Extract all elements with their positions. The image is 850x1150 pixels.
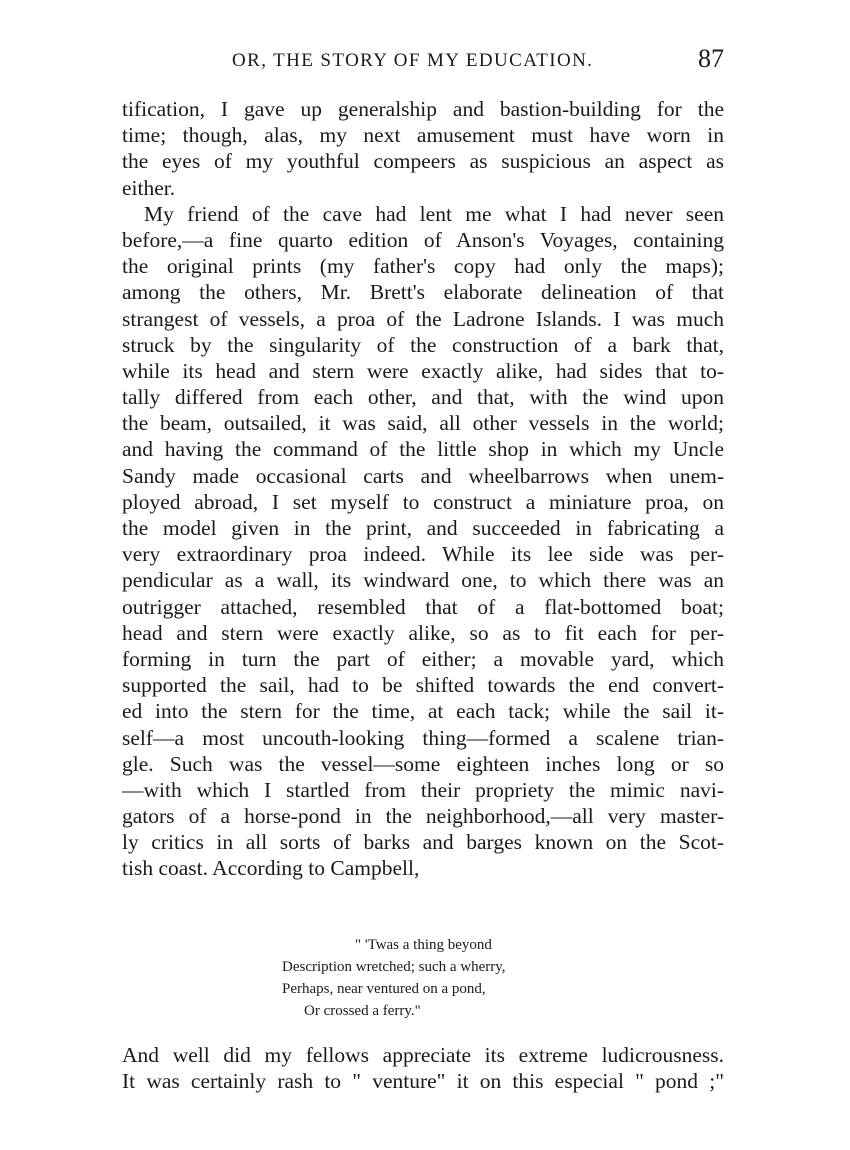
text-line: tification, I gave up generalship and bastion-building for the: [122, 97, 724, 121]
text-line: among the others, Mr. Brett's elaborate delineation of that: [122, 280, 724, 305]
text-line: very extraordinary proa indeed. While its lee side was per-: [122, 542, 724, 567]
text-line: the model given in the print, and succeeded in fabricating a: [122, 516, 724, 540]
text-line: tally differed from each other, and that, with the wind upon: [122, 385, 724, 410]
verse-line: Perhaps, near ventured on a pond,: [282, 981, 486, 997]
text-line: It was certainly rash to " venture" it on this especial " pond ;": [122, 1069, 724, 1094]
page-number: 87: [698, 44, 724, 73]
running-title: OR, THE STORY OF MY EDUCATION.: [232, 50, 594, 71]
text-line: before,—a fine quarto edition of Anson's Voyages, containing: [122, 227, 724, 252]
text-line: head and stern were exactly alike, so as to fit each for per-: [122, 620, 724, 645]
text-line: tish coast. According to Campbell,: [122, 856, 420, 881]
text-line: ly critics in all sorts of barks and barges known on the Scot-: [122, 830, 724, 855]
text-line: ployed abroad, I set myself to construct a miniature proa, on: [122, 489, 724, 514]
text-line: My friend of the cave had lent me what I had never seen: [144, 201, 724, 226]
text-line: the eyes of my youthful compeers as suspicious an aspect as: [122, 149, 724, 174]
text-line: strangest of vessels, a proa of the Ladrone Islands. I was much: [122, 306, 724, 331]
text-line: pendicular as a wall, its windward one, to which there was an: [122, 568, 724, 593]
text-line: forming in turn the part of either; a movable yard, which: [122, 646, 724, 671]
text-line: the original prints (my father's copy had only the maps);: [122, 254, 724, 279]
body-text: [122, 96, 724, 882]
text-line: outrigger attached, resembled that of a flat-bottomed boat;: [122, 594, 724, 619]
text-line: And well did my fellows appreciate its extreme ludicrousness.: [122, 1043, 724, 1067]
text-line: the beam, outsailed, it was said, all other vessels in the world;: [122, 411, 724, 436]
text-line: ed into the stern for the time, at each tack; while the sail it-: [122, 699, 724, 724]
text-line: supported the sail, had to be shifted towards the end convert-: [122, 673, 724, 698]
text-line: struck by the singularity of the construction of a bark that,: [122, 332, 724, 357]
verse-line: " 'Twas a thing beyond: [355, 937, 492, 953]
verse-line: Or crossed a ferry.": [304, 1003, 421, 1019]
text-line: and having the command of the little shop in which my Uncle: [122, 437, 724, 462]
text-line: time; though, alas, my next amusement must have worn in: [122, 123, 724, 148]
text-line: Sandy made occasional carts and wheelbarrows when unem-: [122, 463, 724, 488]
text-line: —with which I startled from their propriety the mimic navi-: [122, 777, 724, 802]
text-line: gators of a horse-pond in the neighborhood,—all very master-: [122, 804, 724, 829]
verse-line: Description wretched; such a wherry,: [282, 959, 506, 975]
running-head: [122, 42, 724, 82]
text-line: gle. Such was the vessel—some eighteen inches long or so: [122, 751, 724, 776]
verse-quotation: [282, 934, 582, 1022]
text-line: either.: [122, 175, 176, 200]
text-line: while its head and stern were exactly alike, had sides that to-: [122, 358, 724, 383]
body-text-continued: [122, 1042, 724, 1094]
text-line: self—a most uncouth-looking thing—formed a scalene trian-: [122, 725, 724, 750]
